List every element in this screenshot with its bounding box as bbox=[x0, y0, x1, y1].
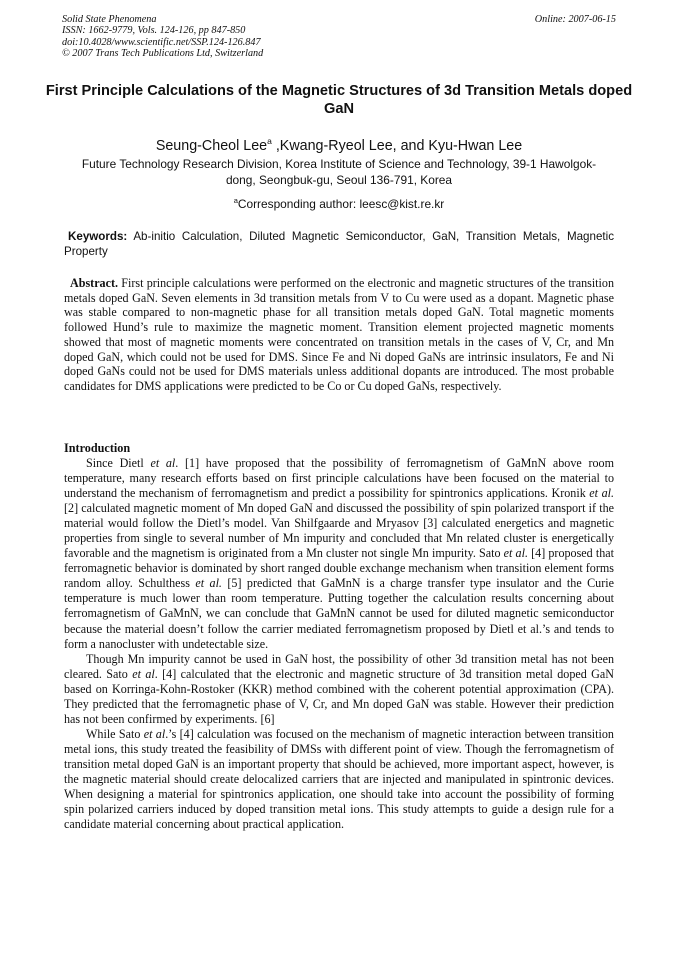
online-date: Online: 2007-06-15 bbox=[534, 14, 616, 25]
italic-run: et al bbox=[150, 456, 176, 470]
text-run: . [4] calculated that the electronic and magnetic structure of 3d transition metal doped GaN based on Korringa-Kohn-Rostoker (KKR) method combined with the coherent potential approximation (CPA). They predicted that the ferromagnetic phase of V, Cr, and Mn doped GaN was stable. However their prediction has not been confirmed by experiments. [6] bbox=[64, 666, 614, 726]
abstract bbox=[64, 276, 614, 394]
text-run: [2] calculated magnetic moment of Mn doped GaN and discussed the possibility of spin polarized transport if the material would follow the Dietl’s model. Van Shilfgaarde and Mryasov [3] calculated energetics and magnetic properties from single to several number of Mn impurity and concluded that Mn related cluster is energetically favorable and the magnetism is originated from a Mn cluster not single Mn impurity. Sato bbox=[64, 501, 614, 561]
paragraph bbox=[64, 652, 614, 727]
italic-run: et al. bbox=[503, 546, 528, 561]
paper-title: First Principle Calculations of the Magnetic Structures of 3d Transition Metals doped GaN bbox=[45, 83, 633, 117]
introduction-body bbox=[64, 456, 614, 832]
affiliation: Future Technology Research Division, Korea Institute of Science and Technology, 39-1 Hawolgok-dong, Seongbuk-gu, Seoul 136-791, Korea bbox=[81, 157, 597, 187]
keywords-label: Keywords: bbox=[68, 230, 128, 243]
author-list bbox=[40, 132, 638, 155]
italic-run: et al. bbox=[195, 576, 222, 591]
journal-metadata bbox=[62, 14, 263, 60]
text-run: [5] predicted that GaMnN is a charge transfer type insulator and the Curie temperature is much lower than room temperature. Putting together the calculation results concerning about ferromagnetism of GaMnN, we can conclude that GaMnN cannot be used for diluted magnetic semiconductor because the material doesn’t follow the carrier mediated ferromagnetism proposed by Dietl et al.’s and tends to form a nanocluster with undetectable size. bbox=[64, 576, 614, 651]
abstract-text: First principle calculations were performed on the electronic and magnetic structures of the transition metals doped GaN. Seven elements in 3d transition metals from V to Cu were used as a dopant. Magnetic phase was stable compared to non-magnetic phase for all transition metals doped GaN. Total magnetic moments followed Hund’s rule to maximize the magnetic moment. Transition element projected magnetic moments showed that most of magnetic moments were concentrated on transition metals in the cases of V, Cr, and Mn doped GaN, which could not be used for DMS. Since Fe and Ni doped GaNs are intrinsic insulators, Fe and Ni doped GaNs could not be used for DMS materials unless additional dopants are introduced. The most probable candidates for DMS applications were predicted to be Co or Cu doped GaNs, respectively. bbox=[64, 276, 615, 393]
copyright-line: © 2007 Trans Tech Publications Ltd, Switzerland bbox=[62, 48, 264, 60]
corresponding-mark: a bbox=[233, 196, 238, 205]
text-run: . [1] have proposed that the possibility of ferromagnetism of GaMnN above room temperature, many research efforts based on first principle calculations have been focused on the material to understand the mechanism of ferromagnetism and predict a possibility for spintronics applications. Kronik bbox=[64, 456, 614, 501]
author-affiliation-mark: a bbox=[267, 136, 272, 146]
coauthor-names: ,Kwang-Ryeol Lee, and Kyu-Hwan Lee bbox=[271, 137, 523, 154]
journal-name: Solid State Phenomena bbox=[62, 14, 157, 25]
italic-run: et al bbox=[132, 666, 155, 681]
keywords-text: Ab-initio Calculation, Diluted Magnetic Semiconductor, GaN, Transition Metals, Magnetic Property bbox=[64, 230, 614, 259]
abstract-label: Abstract. bbox=[70, 276, 119, 290]
issn-line: ISSN: 1662-9779, Vols. 124-126, pp 847-850 bbox=[62, 25, 246, 37]
text-run: Since Dietl bbox=[86, 456, 151, 470]
italic-run: et al. bbox=[589, 486, 614, 501]
text-run: [4] proposed that ferromagnetic behavior is dominated by short ranged double exchange mechanism when transition element forms random alloy. Schulthess bbox=[64, 546, 614, 591]
text-run: .’s [4] calculation was focused on the mechanism of magnetic interaction between transition metal ions, this study treated the feasibility of DMSs with different point of view. Though the ferromagnetism of transition metal doped GaN is an important property that should be achieved, more important aspect, however, is the magnetic material should create delocalized carriers that are injected and manipulated in spintronic devices. When designing a material for spintronics application, one should take into account the possibility of forming spin polarized carriers induced by doped transition metal ions. This study attempts to guide a design rule for a candidate material concerning about practical application. bbox=[64, 726, 614, 832]
text-run: While Sato bbox=[86, 726, 144, 741]
doi-line: doi:10.4028/www.scientific.net/SSP.124-126.847 bbox=[62, 36, 261, 48]
corresponding-author bbox=[40, 193, 638, 212]
italic-run: et al bbox=[143, 726, 166, 741]
author-name: Seung-Cheol Lee bbox=[155, 137, 268, 154]
keywords bbox=[64, 229, 614, 260]
text-run: Though Mn impurity cannot be used in GaN host, the possibility of other 3d transition metal has not been cleared. Sato bbox=[64, 651, 614, 681]
section-heading-introduction: Introduction bbox=[64, 441, 131, 455]
paragraph bbox=[64, 456, 614, 652]
corresponding-text: Corresponding author: leesc@kist.re.kr bbox=[237, 196, 445, 211]
paragraph bbox=[64, 727, 614, 832]
